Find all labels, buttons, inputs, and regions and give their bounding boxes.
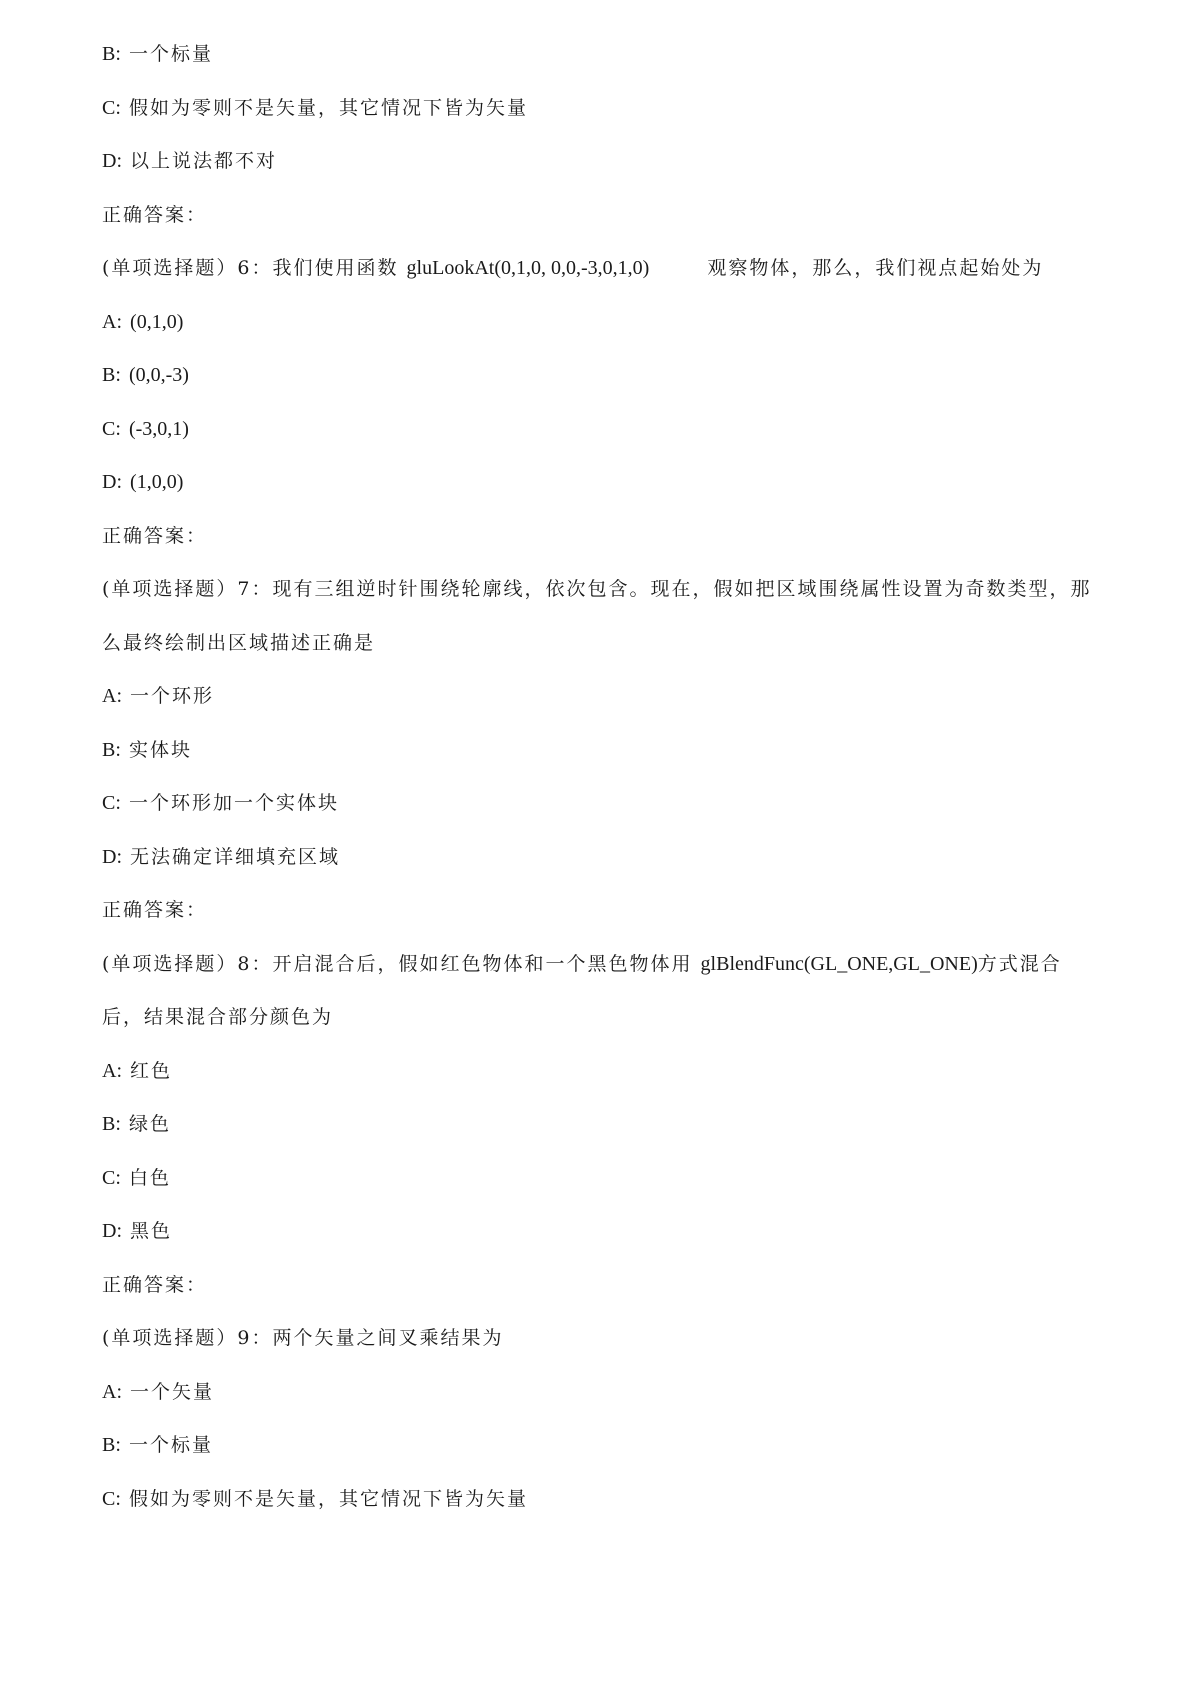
- option-letter: D:: [102, 150, 122, 172]
- option-letter: C:: [102, 1167, 121, 1189]
- option-line: [102, 1433, 213, 1457]
- option-line: [102, 1166, 171, 1190]
- option-text: 假如为零则不是矢量，其它情况下皆为矢量: [128, 97, 528, 119]
- option-letter: A:: [102, 311, 122, 333]
- option-letter: B:: [102, 364, 121, 386]
- question-tail: 观察物体，那么，我们视点起始处为: [707, 257, 1044, 279]
- option-letter: D:: [102, 1220, 122, 1242]
- option-text: 白色: [128, 1167, 171, 1189]
- option-line: [102, 96, 528, 120]
- option-text: 假如为零则不是矢量，其它情况下皆为矢量: [128, 1488, 528, 1510]
- option-text: 实体块: [128, 739, 192, 761]
- option-line: [102, 310, 183, 334]
- option-text: 一个环形加一个实体块: [128, 792, 339, 814]
- option-letter: C:: [102, 97, 121, 119]
- option-text: 一个矢量: [130, 1381, 215, 1403]
- option-line: [102, 470, 183, 494]
- answer-label: 正确答案：: [102, 1274, 208, 1296]
- option-text: 一个环形: [130, 685, 215, 707]
- option-text: 一个标量: [128, 43, 213, 65]
- question-line: [102, 577, 1092, 601]
- option-line: [102, 738, 192, 762]
- option-line: [102, 42, 213, 66]
- question-line: [102, 1326, 504, 1350]
- question-text: (单项选择题）8：开启混合后，假如红色物体和一个黑色物体用: [102, 953, 701, 975]
- option-letter: B:: [102, 1434, 121, 1456]
- option-line: [102, 1219, 172, 1243]
- option-letter: C:: [102, 1488, 121, 1510]
- option-line: [102, 1112, 171, 1136]
- question-tail: 方式混合: [977, 953, 1062, 975]
- question-text: 么最终绘制出区域描述正确是: [102, 632, 376, 654]
- option-line: [102, 149, 277, 173]
- question-text: (单项选择题）7：现有三组逆时针围绕轮廓线，依次包含。现在，假如把区域围绕属性设置为奇数类型，那: [102, 578, 1092, 600]
- option-text: (-3,0,1): [128, 418, 189, 440]
- option-line: [102, 1380, 214, 1404]
- option-text: (1,0,0): [130, 471, 184, 493]
- question-line: [102, 952, 1062, 976]
- option-text: 黑色: [130, 1220, 173, 1242]
- option-letter: C:: [102, 792, 121, 814]
- option-text: 一个标量: [128, 1434, 213, 1456]
- option-text: 红色: [130, 1060, 173, 1082]
- question-code: glBlendFunc(GL_ONE,GL_ONE): [700, 953, 978, 975]
- question-line: [102, 631, 375, 655]
- option-letter: B:: [102, 739, 121, 761]
- option-letter: B:: [102, 43, 121, 65]
- question-code: gluLookAt(0,1,0, 0,0,-3,0,1,0): [406, 257, 650, 279]
- option-text: 无法确定详细填充区域: [130, 846, 341, 868]
- option-line: [102, 363, 189, 387]
- option-line: [102, 845, 340, 869]
- question-line: [102, 1005, 333, 1029]
- option-letter: A:: [102, 1381, 122, 1403]
- option-letter: A:: [102, 1060, 122, 1082]
- option-letter: A:: [102, 685, 122, 707]
- question-text: (单项选择题）6：我们使用函数: [102, 257, 407, 279]
- question-text: 后，结果混合部分颜色为: [102, 1006, 334, 1028]
- option-text: (0,1,0): [130, 311, 184, 333]
- option-text: 以上说法都不对: [130, 150, 278, 172]
- answer-label: 正确答案：: [102, 204, 208, 226]
- option-text: (0,0,-3): [128, 364, 189, 386]
- question-text: (单项选择题）9：两个矢量之间叉乘结果为: [102, 1327, 504, 1349]
- option-letter: B:: [102, 1113, 121, 1135]
- option-line: [102, 1059, 172, 1083]
- option-text: 绿色: [128, 1113, 171, 1135]
- question-line: [102, 256, 1043, 280]
- option-letter: C:: [102, 418, 121, 440]
- option-letter: D:: [102, 846, 122, 868]
- answer-label: 正确答案：: [102, 525, 208, 547]
- option-line: [102, 417, 189, 441]
- option-line: [102, 684, 214, 708]
- answer-label: 正确答案：: [102, 899, 208, 921]
- option-line: [102, 791, 339, 815]
- option-letter: D:: [102, 471, 122, 493]
- option-line: [102, 1487, 528, 1511]
